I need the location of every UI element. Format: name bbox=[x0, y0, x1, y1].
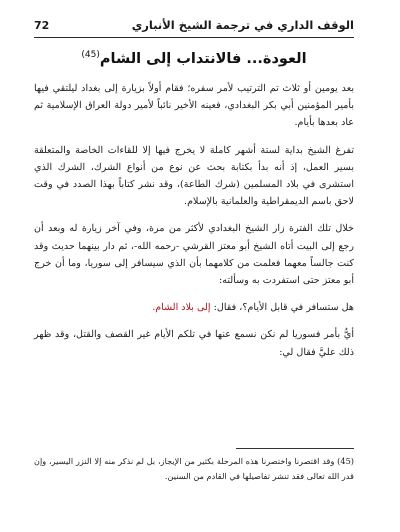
paragraph-4 bbox=[34, 299, 354, 316]
paragraph-1: بعد يومين أو ثلاث تم الترتيب لأمر سفره؛ فقام أولاً بزيارة إلى بغداد ليلتقي فيها بأمير المؤمنين أبي بكر البغدادي، فعينه الأخير نائباً لأمير دولة العراق الإسلامية ثم عاد بعدها بأيام. bbox=[34, 83, 354, 129]
footnote bbox=[34, 454, 354, 483]
paragraph-5: أيُّ بأمر فسوريا لم نكن نسمع عنها في تلكم الأيام غير القصف والقتل، وقد ظهر ذلك عليَّ فقال لي: bbox=[34, 329, 354, 358]
chapter-title: العودة... فالانتداب إلى الشام bbox=[99, 50, 307, 67]
paragraph-3: خلال تلك الفترة زار الشيخ البغدادي لأكثر من مرة، وفي آخر زيارة له وبعد أن رجع إلى البيت أتاه الشيخ أبو معتز القرشي -رحمه الله-، ثم دار بينهما حديث وقد كنت جالساً معهما فعلمت من كلامهما بأن الذي سيسافر إلى سوريا، وما أن خرج أبو معتز حتى استفردت به وسألته: bbox=[34, 223, 354, 287]
footnote-text: (45) وقد اقتصرنا واختصرنا هذه المرحلة بكثير من الإيجاز، بل لم نذكر منه إلا النزر اليسير، وإن قدر الله تعالى فقد تنشر تفاصيلها في القادم من السنين. bbox=[34, 456, 354, 481]
header-rule bbox=[34, 37, 354, 38]
running-title: الوقف الداري في ترجمة الشيخ الأنباري bbox=[131, 18, 354, 32]
chapter-heading bbox=[34, 50, 354, 67]
footnote-reference: (45) bbox=[81, 50, 100, 60]
answer-text: إلى بلاد الشام. bbox=[152, 302, 211, 314]
footnote-rule bbox=[236, 448, 354, 449]
body-text bbox=[34, 80, 354, 371]
page-header bbox=[34, 14, 354, 36]
page-number: 72 bbox=[34, 18, 50, 32]
paragraph-2: تفرغ الشيخ بداية لستة أشهر كاملة لا يخرج فيها إلا للقاءات الخاصة والمتعلقة بسير العمل، إذ أنه بدأ بكتابة بحث عن نوع من أنواع الشرك، الشرك الذي استشرى في بلاد المسلمين (شرك الطاعة)، وقد نشر كتاباً بهذا الصدد في وقت لاحق باسم الديمقراطية والعلمانية بالإسلام. bbox=[34, 144, 354, 208]
question-text: هل ستسافر في قابل الأيام؟، فقال: bbox=[213, 302, 354, 314]
